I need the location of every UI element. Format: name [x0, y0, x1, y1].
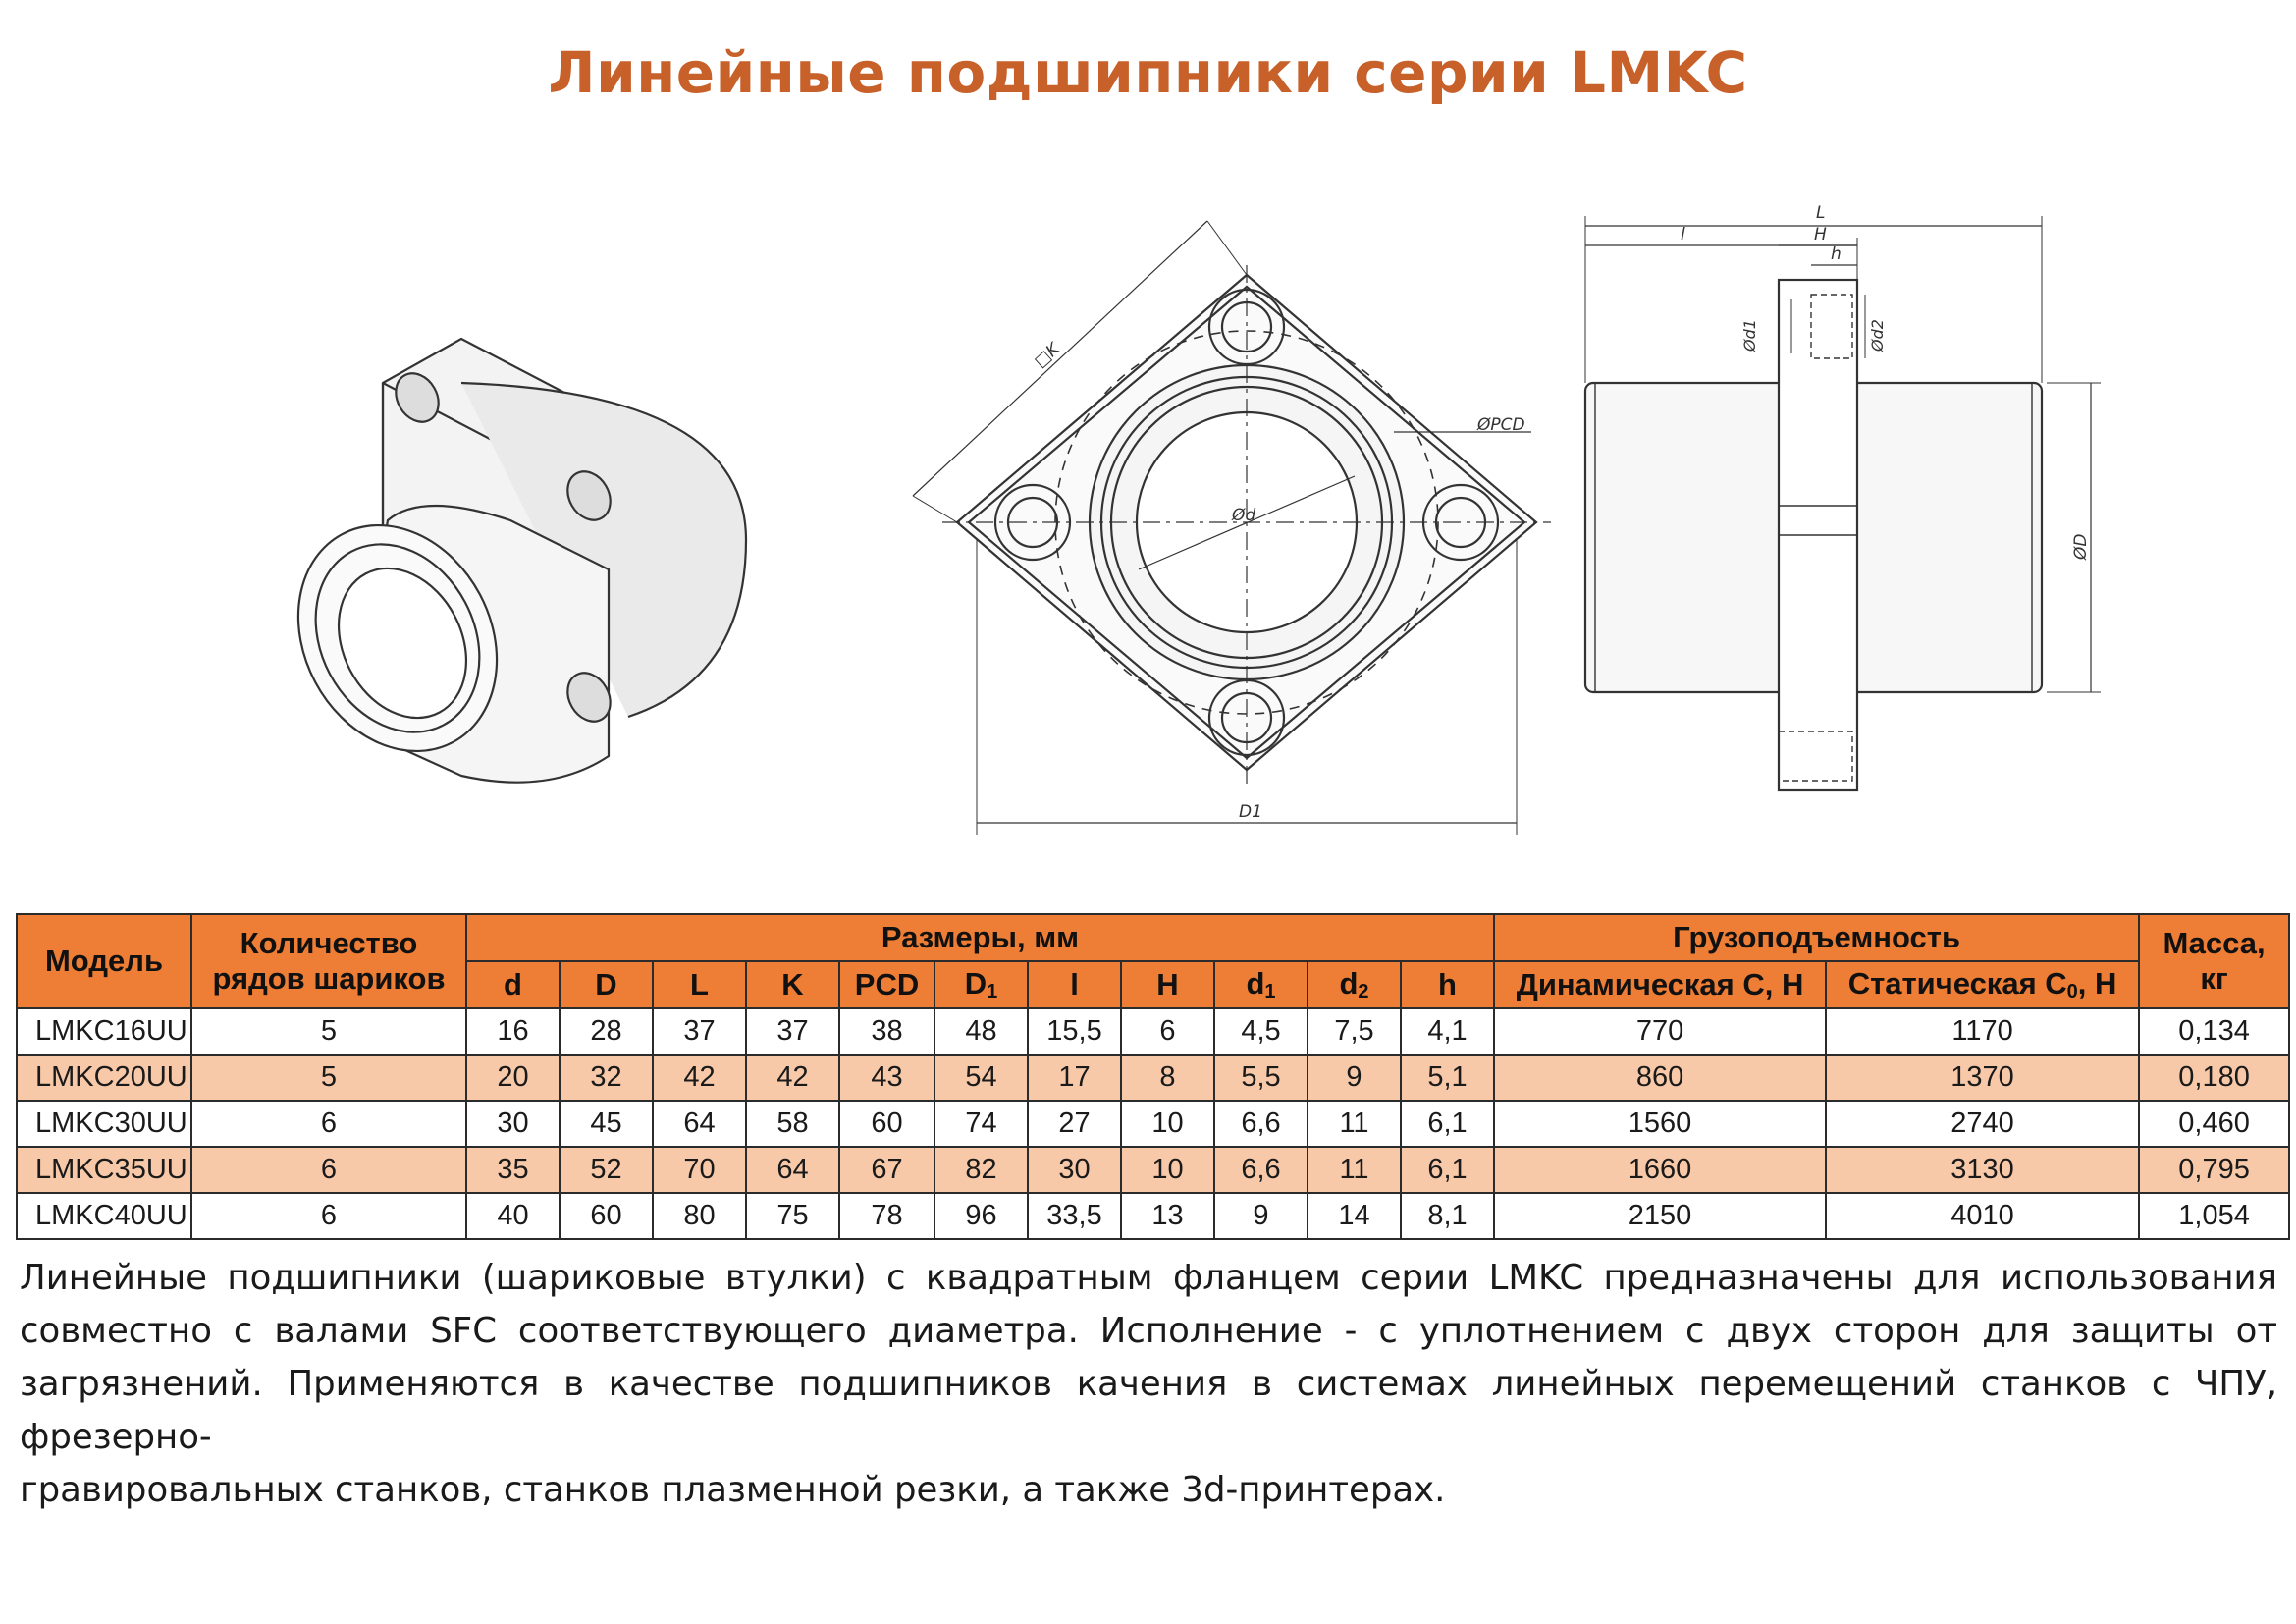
- isometric-view: [260, 339, 746, 786]
- header-d2-sub: 2: [1358, 981, 1369, 1002]
- header-ball-rows: [191, 914, 466, 1008]
- cell-PCD: 43: [839, 1055, 934, 1101]
- header-L: L: [653, 961, 746, 1008]
- header-model: Модель: [17, 914, 191, 1008]
- cell-K: 58: [746, 1101, 839, 1147]
- cell-h: 8,1: [1401, 1193, 1494, 1239]
- cell-dyn: 1660: [1494, 1147, 1826, 1193]
- dim-h-label: h: [1831, 244, 1842, 264]
- cell-D: 52: [560, 1147, 653, 1193]
- cell-dyn: 770: [1494, 1008, 1826, 1055]
- cell-D: 28: [560, 1008, 653, 1055]
- table-row: [17, 1193, 2289, 1239]
- cell-D1: 48: [934, 1008, 1028, 1055]
- cell-mass: 0,460: [2139, 1101, 2289, 1147]
- cell-dyn: 860: [1494, 1055, 1826, 1101]
- cell-model: LMKC16UU: [17, 1008, 191, 1055]
- dim-d2-hole-label: Ød2: [1868, 319, 1887, 352]
- cell-d1: 6,6: [1214, 1147, 1308, 1193]
- header-D1-sub: 1: [987, 981, 998, 1002]
- cell-balls: 5: [191, 1055, 466, 1101]
- cell-K: 64: [746, 1147, 839, 1193]
- cell-mass: 0,795: [2139, 1147, 2289, 1193]
- header-capacity: Грузоподъемность: [1494, 914, 2139, 961]
- cell-model: LMKC35UU: [17, 1147, 191, 1193]
- dim-l-label: l: [1681, 225, 1685, 244]
- cell-D1: 74: [934, 1101, 1028, 1147]
- header-PCD: PCD: [839, 961, 934, 1008]
- header-mass-line2: кг: [2200, 961, 2228, 996]
- cell-d2: 7,5: [1308, 1008, 1401, 1055]
- cell-H: 13: [1121, 1193, 1214, 1239]
- cell-l: 17: [1028, 1055, 1121, 1101]
- technical-drawing: [0, 167, 2296, 854]
- header-mass: [2139, 914, 2289, 1008]
- table-body: [17, 1008, 2289, 1239]
- cell-l: 30: [1028, 1147, 1121, 1193]
- cell-stat: 3130: [1826, 1147, 2139, 1193]
- cell-dyn: 1560: [1494, 1101, 1826, 1147]
- dim-k-label: □K: [1030, 339, 1064, 372]
- header-d1-sub: 1: [1264, 981, 1276, 1002]
- description-paragraph: [20, 1252, 2277, 1517]
- cell-K: 42: [746, 1055, 839, 1101]
- cell-D1: 82: [934, 1147, 1028, 1193]
- cell-stat: 4010: [1826, 1193, 2139, 1239]
- cell-d: 40: [466, 1193, 560, 1239]
- header-static-sub: 0: [2066, 981, 2078, 1002]
- dim-d1-hole-label: Ød1: [1740, 319, 1759, 352]
- description-line-4: гравировальных станков, станков плазменной резки, а также 3d-принтерах.: [20, 1470, 1446, 1510]
- cell-L: 70: [653, 1147, 746, 1193]
- cell-d: 20: [466, 1055, 560, 1101]
- side-view: [1585, 203, 2101, 790]
- cell-PCD: 60: [839, 1101, 934, 1147]
- table-row: [17, 1008, 2289, 1055]
- header-D: D: [560, 961, 653, 1008]
- cell-H: 8: [1121, 1055, 1214, 1101]
- header-d2-base: d: [1339, 966, 1359, 1001]
- cell-d1: 4,5: [1214, 1008, 1308, 1055]
- header-h: h: [1401, 961, 1494, 1008]
- cell-K: 75: [746, 1193, 839, 1239]
- cell-H: 6: [1121, 1008, 1214, 1055]
- cell-balls: 6: [191, 1101, 466, 1147]
- header-ball-rows-line2: рядов шариков: [212, 961, 446, 996]
- cell-mass: 0,180: [2139, 1055, 2289, 1101]
- cell-D: 32: [560, 1055, 653, 1101]
- header-d2: [1308, 961, 1401, 1008]
- header-D1: [934, 961, 1028, 1008]
- cell-d2: 14: [1308, 1193, 1401, 1239]
- dim-pcd-label: ØPCD: [1477, 415, 1525, 435]
- cell-d2: 11: [1308, 1147, 1401, 1193]
- cell-PCD: 67: [839, 1147, 934, 1193]
- cell-model: LMKC30UU: [17, 1101, 191, 1147]
- cell-L: 80: [653, 1193, 746, 1239]
- cell-K: 37: [746, 1008, 839, 1055]
- header-static-base: Статическая C: [1847, 966, 2067, 1001]
- dim-H-label: H: [1814, 225, 1827, 244]
- cell-D1: 96: [934, 1193, 1028, 1239]
- table-row: [17, 1147, 2289, 1193]
- cell-stat: 2740: [1826, 1101, 2139, 1147]
- cell-d1: 6,6: [1214, 1101, 1308, 1147]
- cell-d: 16: [466, 1008, 560, 1055]
- header-dimensions: Размеры, мм: [466, 914, 1494, 961]
- header-dynamic: Динамическая C, Н: [1494, 961, 1826, 1008]
- header-K: K: [746, 961, 839, 1008]
- front-view: [913, 221, 1551, 835]
- cell-balls: 6: [191, 1147, 466, 1193]
- cell-d: 30: [466, 1101, 560, 1147]
- cell-h: 6,1: [1401, 1147, 1494, 1193]
- page-title: Линейные подшипники серии LMKC: [548, 39, 1748, 106]
- cell-stat: 1170: [1826, 1008, 2139, 1055]
- description-line-2: совместно с валами SFC соответствующего диаметра. Исполнение - с уплотнением с двух сторон для защиты от: [20, 1311, 2277, 1351]
- header-d1: [1214, 961, 1308, 1008]
- header-l: l: [1028, 961, 1121, 1008]
- dim-d-label: Ød: [1232, 506, 1256, 525]
- description-line-1: Линейные подшипники (шариковые втулки) с квадратным фланцем серии LMKC предназначены для использования: [20, 1258, 2277, 1298]
- cell-l: 27: [1028, 1101, 1121, 1147]
- cell-L: 64: [653, 1101, 746, 1147]
- cell-mass: 0,134: [2139, 1008, 2289, 1055]
- cell-D: 45: [560, 1101, 653, 1147]
- cell-model: LMKC40UU: [17, 1193, 191, 1239]
- cell-H: 10: [1121, 1147, 1214, 1193]
- cell-balls: 6: [191, 1193, 466, 1239]
- cell-mass: 1,054: [2139, 1193, 2289, 1239]
- table-row: [17, 1101, 2289, 1147]
- dim-D-label: ØD: [2071, 533, 2091, 560]
- cell-l: 15,5: [1028, 1008, 1121, 1055]
- cell-balls: 5: [191, 1008, 466, 1055]
- cell-PCD: 78: [839, 1193, 934, 1239]
- cell-h: 5,1: [1401, 1055, 1494, 1101]
- cell-h: 4,1: [1401, 1008, 1494, 1055]
- cell-d1: 9: [1214, 1193, 1308, 1239]
- header-D1-base: D: [964, 966, 988, 1001]
- cell-L: 42: [653, 1055, 746, 1101]
- header-ball-rows-line1: Количество: [240, 926, 418, 960]
- header-d: d: [466, 961, 560, 1008]
- cell-model: LMKC20UU: [17, 1055, 191, 1101]
- cell-dyn: 2150: [1494, 1193, 1826, 1239]
- header-H: H: [1121, 961, 1214, 1008]
- cell-PCD: 38: [839, 1008, 934, 1055]
- header-d1-base: d: [1246, 966, 1265, 1001]
- header-mass-line1: Масса,: [2163, 926, 2266, 960]
- cell-l: 33,5: [1028, 1193, 1121, 1239]
- header-static-unit: , Н: [2077, 966, 2117, 1001]
- cell-H: 10: [1121, 1101, 1214, 1147]
- dim-d1-label: D1: [1239, 802, 1262, 822]
- cell-L: 37: [653, 1008, 746, 1055]
- cell-stat: 1370: [1826, 1055, 2139, 1101]
- dim-L-label: L: [1816, 203, 1826, 223]
- spec-table: [16, 913, 2290, 1240]
- cell-h: 6,1: [1401, 1101, 1494, 1147]
- cell-d2: 11: [1308, 1101, 1401, 1147]
- cell-d1: 5,5: [1214, 1055, 1308, 1101]
- cell-d2: 9: [1308, 1055, 1401, 1101]
- cell-d: 35: [466, 1147, 560, 1193]
- description-line-3: загрязнений. Применяются в качестве подшипников качения в системах линейных перемещений станков с ЧПУ, фрезерно-: [20, 1364, 2277, 1457]
- table-row: [17, 1055, 2289, 1101]
- drawing-svg: [0, 167, 2296, 854]
- header-static: [1826, 961, 2139, 1008]
- cell-D: 60: [560, 1193, 653, 1239]
- cell-D1: 54: [934, 1055, 1028, 1101]
